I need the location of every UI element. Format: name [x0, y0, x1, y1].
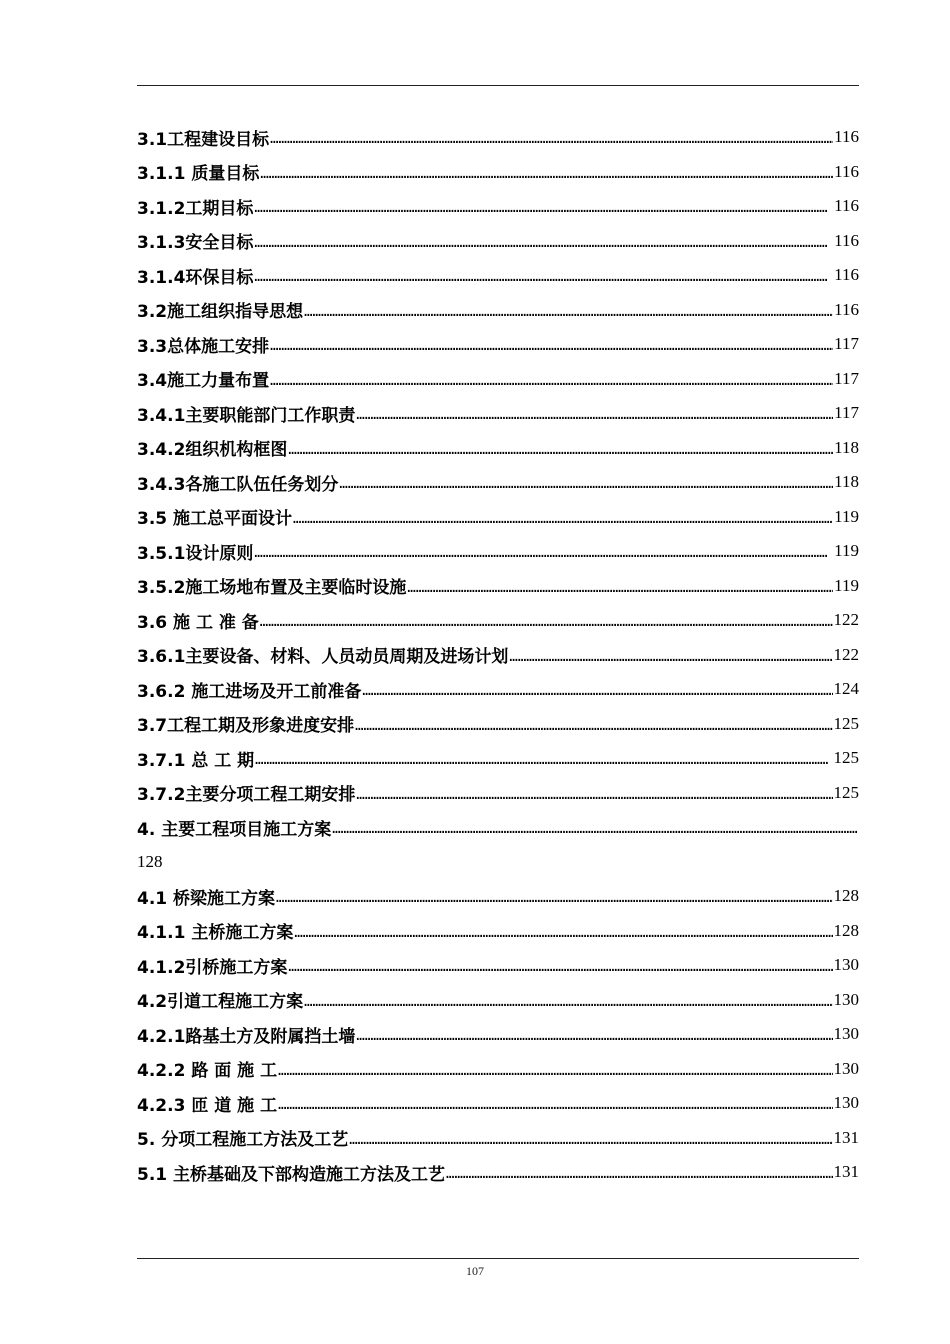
toc-entry[interactable] — [137, 776, 859, 811]
toc-dot-leader — [254, 546, 833, 560]
toc-entry[interactable] — [137, 1155, 859, 1190]
toc-entry-title: 4. 主要工程项目施工方案 — [137, 819, 332, 840]
toc-entry-title: 4.1 桥梁施工方案 — [137, 888, 276, 909]
toc-entry-title: 3.4.3各施工队伍任务划分 — [137, 474, 339, 495]
toc-dot-leader — [254, 236, 833, 250]
toc-entry[interactable] — [137, 948, 859, 983]
toc-entry[interactable] — [137, 1017, 859, 1052]
toc-entry-page: 122 — [833, 644, 859, 664]
toc-dot-leader — [446, 1167, 832, 1181]
toc-entry[interactable] — [137, 672, 859, 707]
toc-entry[interactable] — [137, 362, 859, 397]
toc-entry-page: 131 — [833, 1162, 859, 1182]
toc-entry[interactable] — [137, 155, 859, 190]
toc-dot-leader — [255, 753, 832, 767]
toc-entry-title: 4.1.1 主桥施工方案 — [137, 923, 294, 944]
toc-entry[interactable] — [137, 914, 859, 949]
toc-entry-title: 3.3总体施工安排 — [137, 336, 270, 357]
toc-entry[interactable] — [137, 1052, 859, 1087]
toc-dot-leader — [356, 1029, 832, 1043]
toc-entry-title: 4.2引道工程施工方案 — [137, 992, 304, 1013]
toc-entry-title: 3.7工程工期及形象进度安排 — [137, 716, 355, 737]
toc-entry-title: 5.1 主桥基础及下部构造施工方法及工艺 — [137, 1164, 446, 1185]
toc-entry-title: 4.2.1路基土方及附属挡土墙 — [137, 1026, 356, 1047]
toc-entry-title: 3.6.1主要设备、材料、人员动员周期及进场计划 — [137, 647, 509, 668]
toc-entry-title: 3.4施工力量布置 — [137, 371, 270, 392]
toc-entry[interactable] — [137, 224, 859, 259]
toc-entry[interactable] — [137, 983, 859, 1018]
footer-rule — [137, 1258, 859, 1259]
toc-entry-page: 119 — [834, 506, 859, 526]
toc-entry-page: 124 — [833, 679, 859, 699]
toc-entry[interactable] — [137, 258, 859, 293]
toc-entry-title: 3.1.1 质量目标 — [137, 164, 260, 185]
toc-entry-page: 116 — [834, 196, 859, 216]
toc-entry-page: 125 — [833, 713, 859, 733]
toc-entry-title: 3.7.2主要分项工程工期安排 — [137, 785, 356, 806]
toc-dot-leader — [270, 132, 833, 146]
toc-entry-page: 122 — [833, 610, 859, 630]
toc-dot-leader — [260, 615, 833, 629]
toc-dot-leader — [276, 891, 832, 905]
toc-entry-page: 130 — [833, 989, 859, 1009]
toc-entry-page: 125 — [833, 748, 859, 768]
toc-page-number-wrapped: 128 — [137, 851, 163, 871]
toc-entry[interactable] — [137, 500, 859, 535]
toc-entry-page: 116 — [834, 127, 859, 147]
toc-dot-leader — [288, 443, 833, 457]
toc-entry-title: 3.2施工组织指导思想 — [137, 302, 304, 323]
toc-entry-title: 3.5.1设计原则 — [137, 543, 254, 564]
toc-entry[interactable] — [137, 396, 859, 431]
toc-entry-title: 3.4.1主要职能部门工作职责 — [137, 405, 356, 426]
toc-entry-page: 117 — [834, 334, 859, 354]
toc-dot-leader — [270, 339, 833, 353]
toc-dot-leader — [407, 581, 833, 595]
toc-entry[interactable] — [137, 189, 859, 224]
toc-dot-leader — [278, 1064, 832, 1078]
toc-entry-page: 130 — [833, 1058, 859, 1078]
toc-entry-page: 128 — [833, 886, 859, 906]
toc-entry-title: 3.7.1 总 工 期 — [137, 750, 255, 771]
toc-entry-title: 3.6 施 工 准 备 — [137, 612, 259, 633]
toc-entry[interactable] — [137, 638, 859, 673]
toc-entry[interactable] — [137, 327, 859, 362]
toc-entry-title: 3.6.2 施工进场及开工前准备 — [137, 681, 362, 702]
toc-entry[interactable] — [137, 879, 859, 914]
toc-dot-leader — [355, 719, 832, 733]
header-rule — [137, 85, 859, 86]
toc-entry-page: 118 — [834, 437, 859, 457]
toc-dot-leader — [288, 960, 832, 974]
toc-entry[interactable] — [137, 431, 859, 466]
toc-entry[interactable] — [137, 569, 859, 604]
toc-entry-page: 118 — [834, 472, 859, 492]
toc-dot-leader — [356, 788, 832, 802]
toc-entry-page: 117 — [834, 403, 859, 423]
toc-dot-leader — [332, 822, 858, 836]
toc-dot-leader — [270, 374, 833, 388]
toc-entry-page: 116 — [834, 299, 859, 319]
toc-entry-page: 125 — [833, 782, 859, 802]
toc-entry-page: 130 — [833, 955, 859, 975]
toc-entry[interactable] — [137, 465, 859, 500]
toc-entry-title: 4.1.2引桥施工方案 — [137, 957, 288, 978]
toc-entry-title: 3.5 施工总平面设计 — [137, 509, 293, 530]
toc-dot-leader — [294, 926, 832, 940]
toc-dot-leader — [254, 201, 833, 215]
toc-entry[interactable] — [137, 1121, 859, 1156]
toc-entry-title: 3.4.2组织机构框图 — [137, 440, 288, 461]
toc-dot-leader — [254, 270, 833, 284]
toc-entry-title: 4.2.3 匝 道 施 工 — [137, 1095, 278, 1116]
toc-entry-page: 130 — [833, 1093, 859, 1113]
toc-entry[interactable] — [137, 1086, 859, 1121]
toc-entry-title: 3.5.2施工场地布置及主要临时设施 — [137, 578, 407, 599]
toc-dot-leader — [509, 650, 832, 664]
toc-dot-leader — [349, 1133, 832, 1147]
toc-dot-leader — [293, 512, 833, 526]
toc-entry-page: 116 — [834, 265, 859, 285]
toc-entry[interactable] — [137, 810, 859, 845]
toc-entry[interactable] — [137, 741, 859, 776]
toc-entry-page: 119 — [834, 575, 859, 595]
toc-entry-title: 3.1.4环保目标 — [137, 267, 254, 288]
toc-dot-leader — [260, 167, 833, 181]
toc-entry-page: 130 — [833, 1024, 859, 1044]
toc-entry-page: 119 — [834, 541, 859, 561]
toc-dot-leader — [362, 684, 832, 698]
toc-entry-page: 128 — [833, 920, 859, 940]
toc-entry[interactable] — [137, 707, 859, 742]
table-of-contents — [137, 120, 859, 1190]
toc-entry-title: 3.1.3安全目标 — [137, 233, 254, 254]
toc-dot-leader — [278, 1098, 832, 1112]
toc-entry-page: 116 — [834, 230, 859, 250]
toc-dot-leader — [339, 477, 833, 491]
toc-entry-page: 116 — [834, 161, 859, 181]
toc-entry-page: 117 — [834, 368, 859, 388]
toc-entry-title: 3.1.2工期目标 — [137, 198, 254, 219]
toc-dot-leader — [304, 305, 833, 319]
toc-entry-title: 5. 分项工程施工方法及工艺 — [137, 1130, 349, 1151]
toc-entry-title: 4.2.2 路 面 施 工 — [137, 1061, 278, 1082]
toc-entry-page: 131 — [833, 1127, 859, 1147]
page-number: 107 — [466, 1264, 484, 1278]
toc-entry[interactable] — [137, 603, 859, 638]
toc-entry[interactable] — [137, 534, 859, 569]
toc-entry[interactable] — [137, 120, 859, 155]
toc-entry[interactable] — [137, 293, 859, 328]
toc-entry-title: 3.1工程建设目标 — [137, 129, 270, 150]
toc-dot-leader — [304, 995, 832, 1009]
toc-dot-leader — [356, 408, 833, 422]
